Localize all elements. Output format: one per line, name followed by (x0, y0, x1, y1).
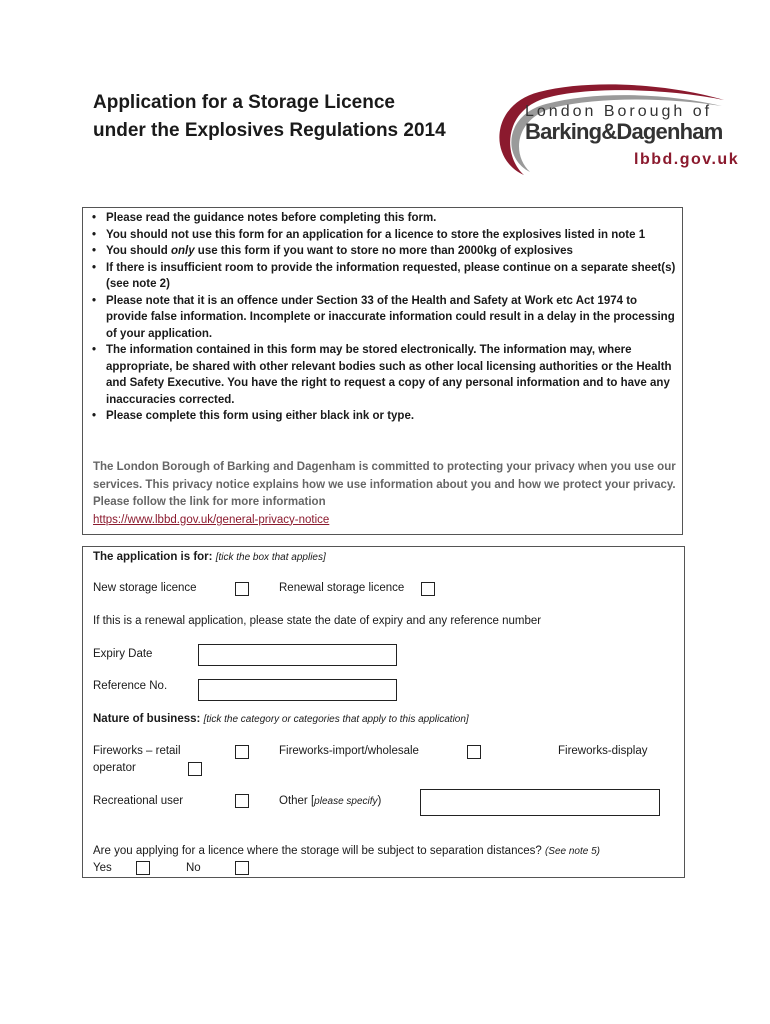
other-specify-field[interactable] (420, 789, 660, 816)
separation-question: Are you applying for a licence where the storage will be subject to separation distances? (See note 5) (93, 845, 601, 857)
fireworks-retail-label-1: Fireworks – retail (93, 745, 181, 757)
emphasis-only: only (170, 245, 195, 257)
new-licence-checkbox[interactable] (235, 582, 249, 596)
title-line-1: Application for a Storage Licence (93, 92, 395, 113)
page-title (93, 89, 483, 145)
no-checkbox[interactable] (235, 861, 249, 875)
reference-label: Reference No. (93, 680, 168, 692)
fireworks-retail-label-2: operator (93, 762, 136, 774)
no-label: No (186, 862, 201, 874)
new-licence-label: New storage licence (93, 582, 197, 594)
fireworks-retail-checkbox[interactable] (235, 745, 249, 759)
expiry-date-label: Expiry Date (93, 648, 153, 660)
application-box (82, 546, 685, 878)
guidance-box (82, 207, 683, 535)
nature-heading: Nature of business: [tick the category or categories that apply to this application] (93, 713, 469, 725)
recreational-user-checkbox[interactable] (235, 794, 249, 808)
fireworks-display-label: Fireworks-display (558, 745, 648, 757)
logo-text-name: Barking&Dagenham (525, 119, 723, 144)
logo-text-website: lbbd.gov.uk (634, 151, 740, 168)
guidance-item: • You should not use this form for an application for a licence to store the explosives listed in note 1 (92, 228, 646, 241)
guidance-item: • If there is insufficient room to provide the information requested, please continue on a separate sheet(s) (see note 2) (92, 261, 676, 290)
guidance-item: • The information contained in this form may be stored electronically. The information may, where appropriate, be shared with other relevant bodies such as other local licensing authorities or the Health and Safety Executive. You have the right to request a copy of any personal information and to have any inaccuracies corrected. (92, 344, 672, 406)
guidance-item: • You should only use this form if you want to store no more than 2000kg of explosives (92, 245, 573, 257)
privacy-text: The London Borough of Barking and Dagenham is committed to protecting your privacy when you use our services. This privacy notice explains how we use information about you and how we protect your privacy. Please follow the link for more information (93, 461, 676, 508)
fireworks-import-checkbox[interactable] (467, 745, 481, 759)
expiry-date-field[interactable] (198, 644, 397, 666)
privacy-link[interactable]: https://www.lbbd.gov.uk/general-privacy-notice (93, 513, 330, 526)
guidance-item: • Please note that it is an offence under Section 33 of the Health and Safety at Work etc Act 1974 to provide false information. Incomplete or inaccurate information could result in a delay in the processing of your application. (92, 294, 675, 340)
guidance-item: • Please complete this form using either black ink or type. (92, 410, 415, 422)
yes-checkbox[interactable] (136, 861, 150, 875)
privacy-notice (93, 459, 678, 529)
renewal-prompt: If this is a renewal application, please state the date of expiry and any reference number (93, 615, 542, 627)
guidance-item: • Please read the guidance notes before completing this form. (92, 212, 437, 224)
logo-text-borough: London Borough of (525, 103, 713, 120)
recreational-user-label: Recreational user (93, 795, 184, 807)
fireworks-import-label: Fireworks-import/wholesale (279, 745, 419, 757)
other-label: Other [please specify) (279, 795, 382, 807)
renewal-licence-label: Renewal storage licence (279, 582, 405, 594)
application-heading: The application is for: [tick the box that applies] (93, 551, 326, 563)
reference-field[interactable] (198, 679, 397, 701)
fireworks-retail-operator-checkbox[interactable] (188, 762, 202, 776)
title-line-2: under the Explosives Regulations 2014 (93, 120, 446, 141)
renewal-licence-checkbox[interactable] (421, 582, 435, 596)
yes-label: Yes (93, 862, 112, 874)
guidance-list (92, 210, 676, 425)
